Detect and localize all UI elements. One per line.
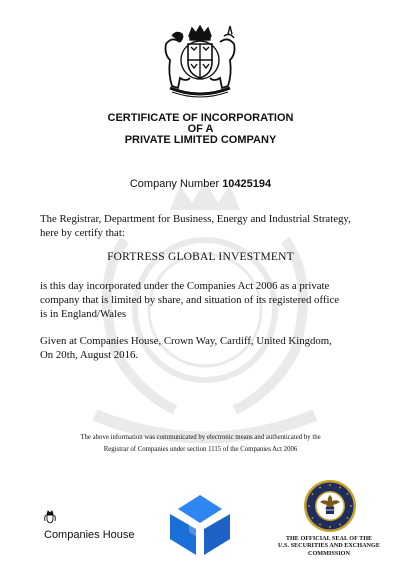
companies-house-crest-icon bbox=[43, 510, 57, 524]
royal-crest-icon bbox=[158, 22, 242, 100]
certificate-title-line-2: OF A bbox=[187, 123, 214, 135]
statement-line-3: is in England/Wales bbox=[40, 308, 127, 320]
registrar-line-1: The Registrar, Department for Business, Energy and Industrial Strategy, bbox=[40, 213, 351, 225]
sec-seal-caption-line-3: COMMISSION bbox=[308, 549, 350, 557]
authentication-note bbox=[0, 432, 401, 456]
statement-line-2: company that is limited by share, and situation of its registered office bbox=[40, 294, 340, 306]
company-number-value: 10425194 bbox=[222, 178, 272, 190]
registrar-line-2: here by certify that: bbox=[40, 227, 125, 239]
given-at-line-2: On 20th, August 2016. bbox=[40, 349, 139, 361]
certificate-title-line-1: CERTIFICATE OF INCORPORATION bbox=[107, 112, 294, 124]
statement-line-1: is this day incorporated under the Companies Act 2006 as a private bbox=[40, 280, 330, 292]
authentication-note-line-2: Registrar of Companies under section 1115 of the Companies Act 2006 bbox=[103, 446, 298, 453]
certificate-title-line-3: PRIVATE LIMITED COMPANY bbox=[124, 134, 277, 146]
company-number-label: Company Number bbox=[129, 178, 220, 190]
blockchain-logo-icon bbox=[167, 492, 233, 558]
company-number-row bbox=[0, 178, 401, 190]
sec-seal-icon bbox=[303, 479, 357, 533]
authentication-note-line-1: The above information was communicated by electronic means and authenticated by the bbox=[80, 434, 321, 441]
company-name: FORTRESS GLOBAL INVESTMENT bbox=[107, 251, 294, 263]
companies-house-label: Companies House bbox=[44, 529, 135, 541]
sec-seal-caption-line-1: THE OFFICIAL SEAL OF THE bbox=[285, 535, 373, 542]
given-at-line-1: Given at Companies House, Crown Way, Cardiff, United Kingdom, bbox=[40, 335, 332, 347]
sec-seal-caption bbox=[262, 535, 396, 557]
sec-seal-caption-line-2: U.S. SECURITIES AND EXCHANGE bbox=[278, 542, 380, 550]
